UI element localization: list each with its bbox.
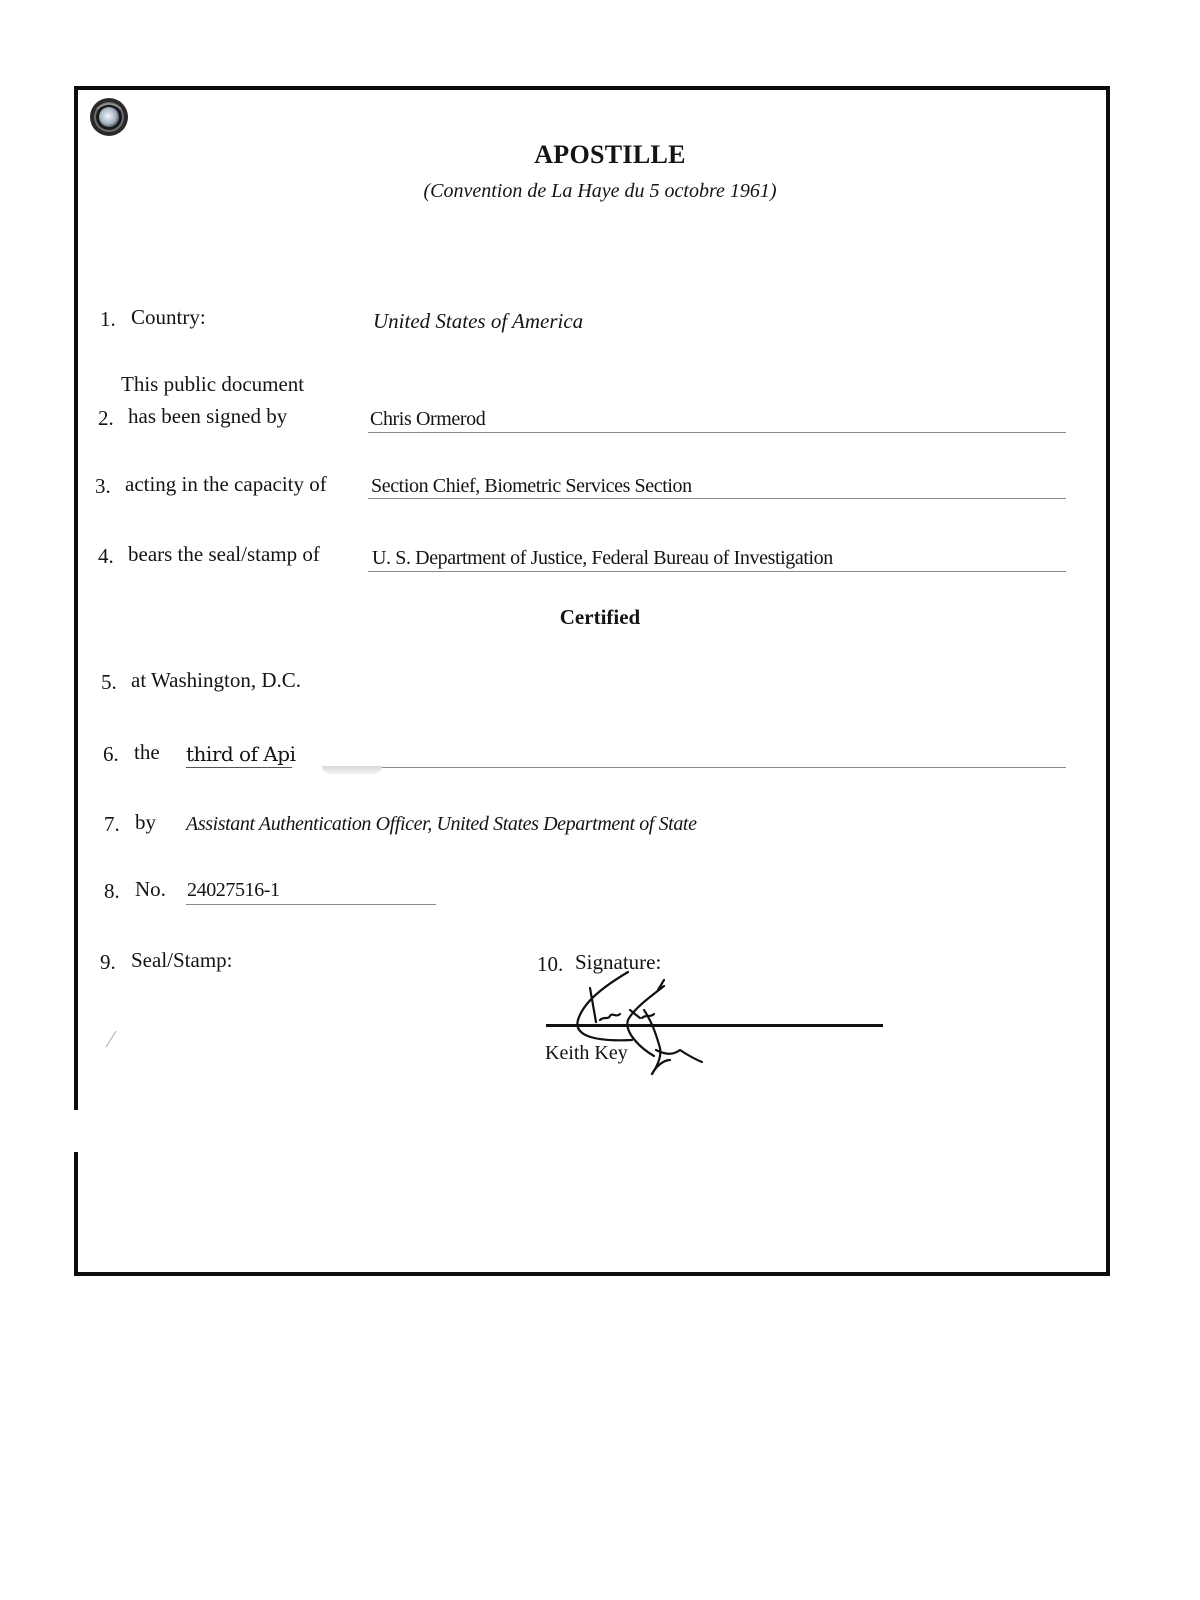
underline-signed-by xyxy=(368,432,1066,433)
field-value-no: 24027516-1 xyxy=(187,879,280,901)
field-label-date: the xyxy=(134,740,160,764)
field-number-date: 6. xyxy=(103,742,119,766)
field-value-seal-of: U. S. Department of Justice, Federal Bureau of Investigation xyxy=(372,547,833,569)
stray-pen-mark xyxy=(104,1030,118,1048)
underline-date-partial xyxy=(186,767,292,768)
field-label-seal-of: bears the seal/stamp of xyxy=(128,542,320,566)
document-title: APOSTILLE xyxy=(534,140,686,169)
field-label-signature: Signature: xyxy=(575,950,662,974)
field-value-date: third of Api xyxy=(186,742,296,766)
field-number-signature: 10. xyxy=(537,952,564,976)
signer-name: Keith Key xyxy=(545,1042,628,1064)
field-label-by: by xyxy=(135,810,156,834)
field-number-no: 8. xyxy=(104,879,120,903)
underline-capacity xyxy=(368,498,1066,499)
field-number-seal-of: 4. xyxy=(98,544,114,568)
field-value-by: Assistant Authentication Officer, United States Department of State xyxy=(186,813,697,835)
field-value-country: United States of America xyxy=(373,309,584,333)
border-gap xyxy=(70,1110,80,1152)
field-label-no: No. xyxy=(135,877,166,901)
field-intro-public-document: This public document xyxy=(121,372,305,396)
underline-date xyxy=(382,767,1066,768)
field-label-place: at Washington, D.C. xyxy=(131,668,301,692)
underline-seal-of xyxy=(368,571,1066,572)
document-subtitle: (Convention de La Haye du 5 octobre 1961) xyxy=(423,180,777,202)
signature-line xyxy=(546,1024,883,1027)
field-value-signed-by: Chris Ormerod xyxy=(370,408,486,430)
field-value-capacity: Section Chief, Biometric Services Section xyxy=(371,475,692,497)
field-number-seal-stamp: 9. xyxy=(100,950,116,974)
field-label-capacity: acting in the capacity of xyxy=(125,472,327,496)
scan-smudge xyxy=(322,766,382,774)
field-label-signed-by: has been signed by xyxy=(128,404,288,428)
field-number-signed-by: 2. xyxy=(98,406,114,430)
field-number-place: 5. xyxy=(101,670,117,694)
field-label-seal-stamp: Seal/Stamp: xyxy=(131,948,233,972)
field-label-country: Country: xyxy=(131,305,206,329)
field-number-capacity: 3. xyxy=(95,474,111,498)
underline-no xyxy=(186,904,436,905)
field-number-by: 7. xyxy=(104,812,120,836)
grommet-icon xyxy=(87,95,131,139)
certified-heading: Certified xyxy=(559,605,641,629)
field-number-country: 1. xyxy=(100,307,116,331)
